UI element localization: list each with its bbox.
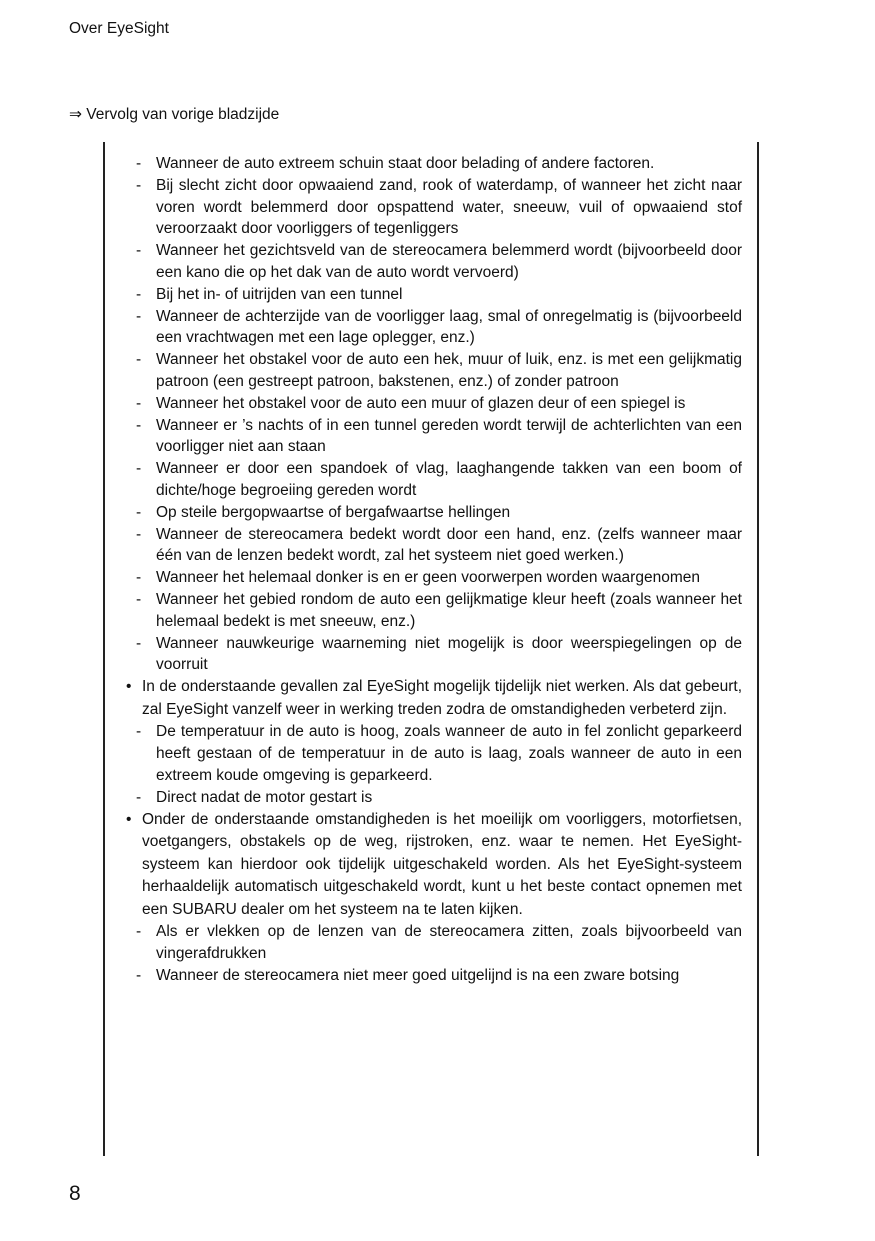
list-item bbox=[128, 306, 742, 350]
bullet-marker: • bbox=[126, 678, 132, 696]
list-item bbox=[128, 633, 742, 677]
list-item bbox=[128, 965, 742, 987]
list-item-text: Wanneer het gezichtsveld van de stereocamera belemmerd wordt (bijvoorbeeld door een kano die op het dak van de auto wordt vervoerd) bbox=[156, 242, 742, 281]
list-item-text: Op steile bergopwaartse of bergafwaartse hellingen bbox=[156, 503, 511, 521]
list-item bbox=[128, 415, 742, 459]
list-item bbox=[128, 589, 742, 633]
dash-marker: - bbox=[136, 242, 142, 260]
list-item bbox=[128, 787, 742, 809]
list-item bbox=[128, 524, 742, 568]
list-item bbox=[128, 458, 742, 502]
bullet-text: Onder de onderstaande omstandigheden is het moeilijk om voorliggers, motorfietsen, voetgangers, obstakels op de weg, rijstroken, enz. waar te nemen. Het EyeSight-systeem kan hierdoor ook tijdelijk uitgeschakeld worden. Als het EyeSight-systeem herhaaldelijk automatisch uitgeschakeld wordt, kunt u het beste contact opnemen met een SUBARU dealer om het systeem na te laten kijken. bbox=[142, 810, 742, 918]
list-item-text: Wanneer het gebied rondom de auto een gelijkmatige kleur heeft (zoals wanneer het helemaal bedekt is met sneeuw, enz.) bbox=[156, 590, 742, 630]
list-item-text: Als er vlekken op de lenzen van de stereocamera zitten, zoals bijvoorbeeld van vingerafdrukken bbox=[156, 923, 742, 963]
dash-marker: - bbox=[136, 155, 142, 172]
continued-note: ⇒ Vervolg van vorige bladzijde bbox=[69, 106, 280, 123]
dash-list-c bbox=[128, 921, 742, 986]
list-item-text: Wanneer het obstakel voor de auto een muur of glazen deur of een spiegel is bbox=[156, 394, 686, 412]
list-item bbox=[128, 567, 742, 589]
dash-list-b bbox=[128, 721, 742, 808]
dash-marker: - bbox=[136, 590, 142, 608]
content-body bbox=[128, 153, 742, 987]
list-item-text: Wanneer het helemaal donker is en er geen voorwerpen worden waargenomen bbox=[156, 569, 700, 587]
dash-marker: - bbox=[136, 967, 142, 985]
dash-marker: - bbox=[136, 503, 142, 521]
list-item-text: Wanneer het obstakel voor de auto een hek, muur of luik, enz. is met een gelijkmatig patroon (een gestreept patroon, bakstenen, enz.) of zonder patroon bbox=[156, 351, 742, 390]
dash-marker: - bbox=[136, 460, 142, 478]
dash-marker: - bbox=[136, 416, 142, 434]
dash-marker: - bbox=[136, 923, 142, 941]
list-item bbox=[128, 153, 742, 175]
list-item bbox=[128, 921, 742, 965]
bullet-paragraph-temporary-off bbox=[128, 676, 742, 721]
list-item-text: Direct nadat de motor gestart is bbox=[156, 788, 373, 806]
dash-marker: - bbox=[136, 525, 142, 543]
list-item bbox=[128, 721, 742, 786]
dash-marker: - bbox=[136, 176, 142, 194]
section-header: Over EyeSight bbox=[69, 20, 169, 37]
list-item-text: Bij slecht zicht door opwaaiend zand, rook of waterdamp, of wanneer het zicht naar voren wordt belemmerd door opspattend water, sneeuw, vuil of opwaaiend stof veroorzaakt door voorliggers of tegenliggers bbox=[156, 176, 742, 238]
list-item bbox=[128, 502, 742, 524]
list-item bbox=[128, 393, 742, 415]
bullet-text: In de onderstaande gevallen zal EyeSight mogelijk tijdelijk niet werken. Als dat gebeurt, zal EyeSight vanzelf weer in werking treden zodra de omstandigheden verbeterd zijn. bbox=[142, 678, 742, 718]
list-item-text: Wanneer de stereocamera niet meer goed uitgelijnd is na een zware botsing bbox=[156, 967, 680, 985]
dash-list-a bbox=[128, 153, 742, 676]
dash-marker: - bbox=[136, 285, 142, 303]
list-item bbox=[128, 240, 742, 284]
dash-marker: - bbox=[136, 307, 142, 325]
list-item-text: Wanneer nauwkeurige waarneming niet mogelijk is door weerspiegelingen op de voorruit bbox=[156, 634, 742, 674]
bullet-marker: • bbox=[126, 810, 132, 828]
list-item-text: Wanneer de stereocamera bedekt wordt door een hand, enz. (zelfs wanneer maar één van de lenzen bedekt wordt, zal het systeem niet goed werken.) bbox=[156, 525, 742, 565]
list-item-text: Wanneer er door een spandoek of vlag, laaghangende takken van een boom of dichte/hoge begroeiing gereden wordt bbox=[156, 460, 742, 499]
list-item bbox=[128, 284, 742, 306]
list-item bbox=[128, 175, 742, 240]
list-item-text: Wanneer de achterzijde van de voorligger laag, smal of onregelmatig is (bijvoorbeeld een vrachtwagen met een lage oplegger, enz.) bbox=[156, 307, 742, 347]
list-item-text: De temperatuur in de auto is hoog, zoals wanneer de auto in fel zonlicht geparkeerd heeft gestaan of de temperatuur in de auto is laag, zoals wanneer de auto in een extreem koude omgeving is geparkeerd. bbox=[156, 723, 742, 784]
page-number: 8 bbox=[69, 1182, 81, 1205]
dash-marker: - bbox=[136, 569, 142, 587]
list-item-text: Wanneer er ’s nachts of in een tunnel gereden wordt terwijl de achterlichten van een voorligger niet aan staan bbox=[156, 416, 742, 456]
dash-marker: - bbox=[136, 351, 142, 369]
dash-marker: - bbox=[136, 394, 142, 412]
list-item bbox=[128, 349, 742, 393]
dash-marker: - bbox=[136, 788, 142, 806]
bullet-paragraph-detection-difficult bbox=[128, 809, 742, 922]
list-item-text: Bij het in- of uitrijden van een tunnel bbox=[156, 285, 403, 303]
dash-marker: - bbox=[136, 634, 142, 652]
dash-marker: - bbox=[136, 723, 142, 741]
list-item-text: Wanneer de auto extreem schuin staat door belading of andere factoren. bbox=[156, 155, 655, 172]
